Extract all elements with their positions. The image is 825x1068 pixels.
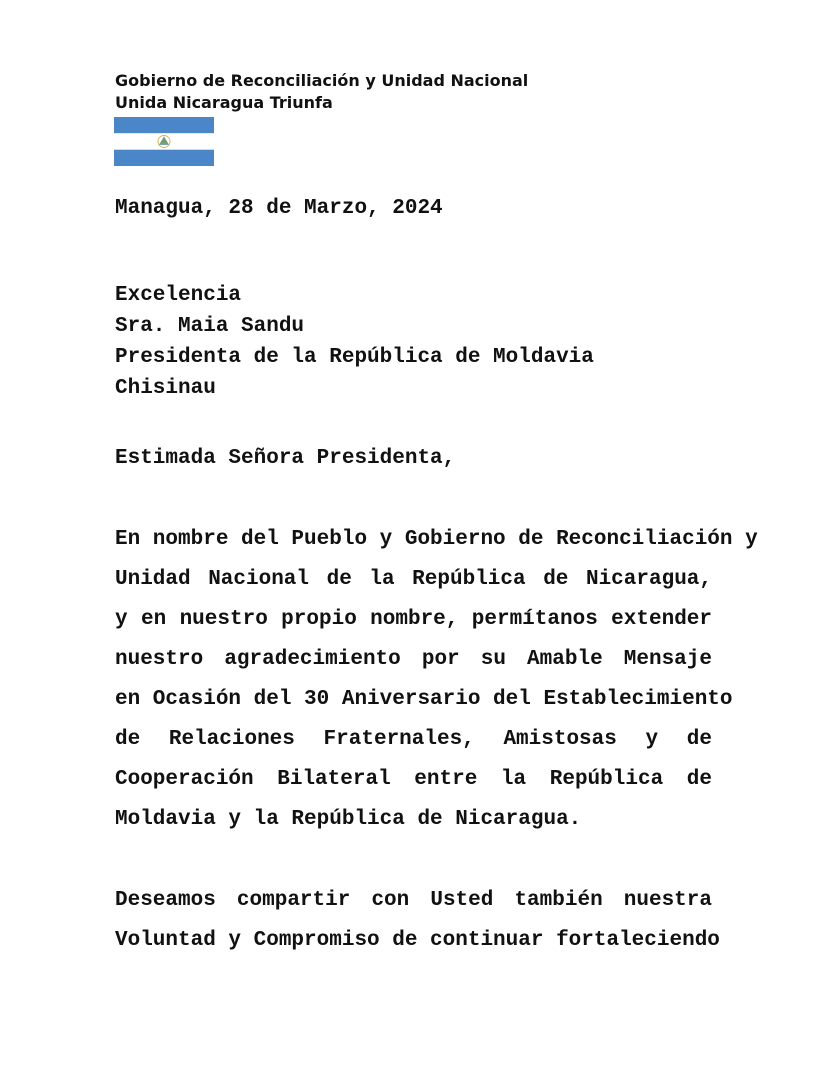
paragraph-line: de Relaciones Fraternales, Amistosas y de <box>115 728 712 751</box>
recipient-line: Sra. Maia Sandu <box>115 315 305 338</box>
nicaragua-flag-icon <box>114 117 214 166</box>
recipient-address <box>115 280 594 404</box>
flag-stripe-bottom <box>114 150 214 166</box>
paragraph-line: En nombre del Pueblo y Gobierno de Reconciliación y <box>115 528 758 551</box>
letterhead <box>115 70 528 114</box>
body-paragraph-2 <box>115 881 720 961</box>
salutation: Estimada Señora Presidenta, <box>115 447 456 470</box>
letterhead-slogan: Unida Nicaragua Triunfa <box>115 93 333 112</box>
recipient-line: Presidenta de la República de Moldavia <box>115 346 594 369</box>
recipient-line: Excelencia <box>115 284 242 307</box>
paragraph-line: nuestro agradecimiento por su Amable Mensaje <box>115 648 712 671</box>
flag-stripe-top <box>114 117 214 133</box>
letter-date: Managua, 28 de Marzo, 2024 <box>115 197 443 220</box>
recipient-line: Chisinau <box>115 377 216 400</box>
paragraph-line: en Ocasión del 30 Aniversario del Establecimiento <box>115 688 733 711</box>
paragraph-line: Voluntad y Compromiso de continuar fortaleciendo <box>115 929 720 952</box>
paragraph-line: Unidad Nacional de la República de Nicaragua, <box>115 568 712 591</box>
paragraph-line: Moldavia y la República de Nicaragua. <box>115 808 582 831</box>
body-paragraph-1 <box>115 520 758 840</box>
letterhead-government-name: Gobierno de Reconciliación y Unidad Nacional <box>115 71 529 90</box>
paragraph-line: y en nuestro propio nombre, permítanos extender <box>115 608 712 631</box>
paragraph-line: Deseamos compartir con Usted también nuestra <box>115 889 712 912</box>
paragraph-line: Cooperación Bilateral entre la República de <box>115 768 712 791</box>
